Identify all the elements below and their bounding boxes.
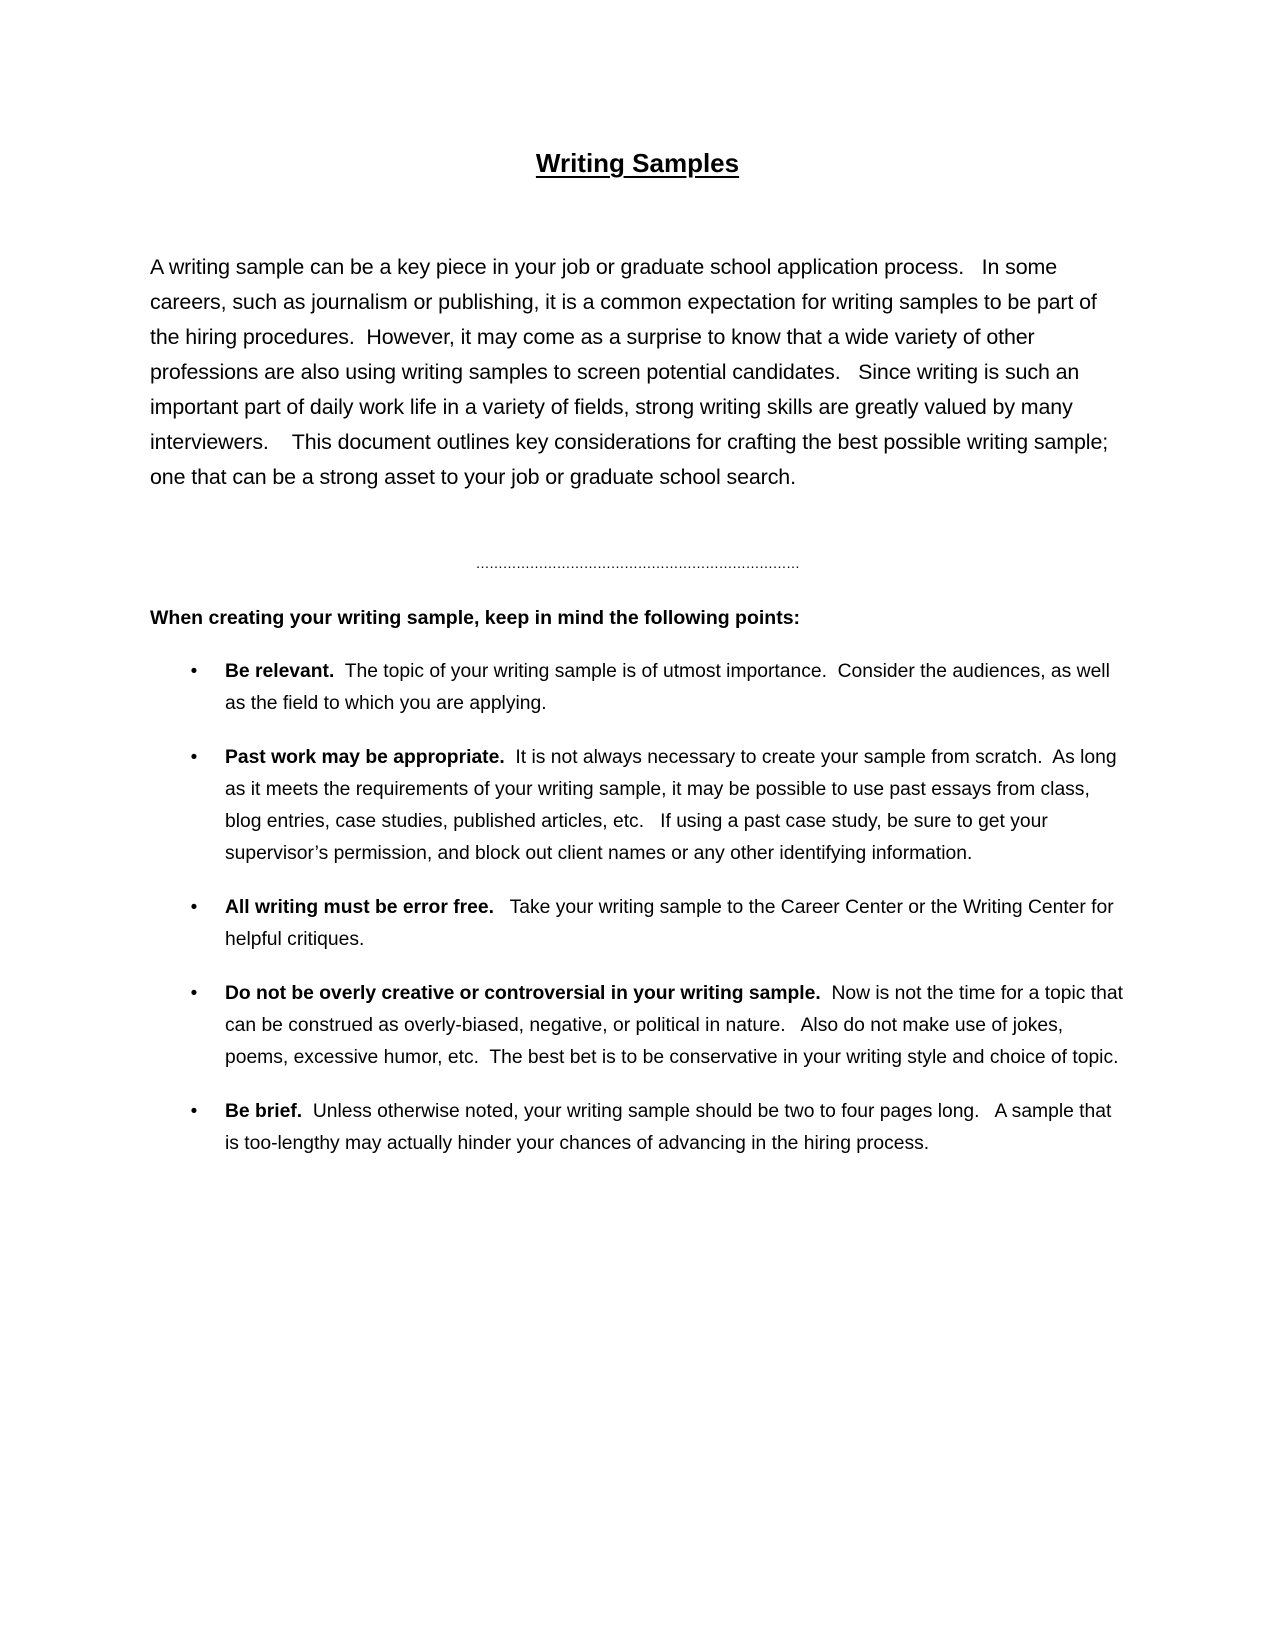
bullet-icon: • (190, 661, 198, 682)
point-text: The topic of your writing sample is of utmost importance. Consider the audiences, as well as the field to which you are applying. (225, 661, 1116, 714)
list-item (150, 892, 1125, 956)
point-lead: Be brief. (225, 1101, 303, 1122)
list-item (150, 742, 1125, 870)
list-item (150, 656, 1125, 720)
bullet-icon: • (190, 1101, 198, 1122)
point-lead: Be relevant. (225, 661, 335, 682)
point-text: Take your writing sample to the Career Center or the Writing Center for helpful critiques. (225, 897, 1120, 950)
point-text: Now is not the time for a topic that can be construed as overly-biased, negative, or political in nature. Also do not make use of jokes, poems, excessive humor, etc. The best bet is to be conservative in your writing style and choice of topic. (225, 983, 1129, 1068)
points-heading: When creating your writing sample, keep in mind the following points: (150, 607, 801, 629)
bullet-icon: • (190, 897, 198, 918)
points-list (150, 656, 1129, 1182)
point-lead: Past work may be appropriate. (225, 747, 505, 768)
list-item (150, 978, 1129, 1074)
point-text: Unless otherwise noted, your writing sample should be two to four pages long. A sample that is too-lengthy may actually hinder your chances of advancing in the hiring process. (225, 1101, 1117, 1154)
point-lead: All writing must be error free. (225, 897, 494, 918)
point-lead: Do not be overly creative or controversial in your writing sample. (225, 983, 821, 1004)
dotted-separator: ……………………………………………………………… (475, 555, 800, 571)
bullet-icon: • (190, 747, 198, 768)
point-text: It is not always necessary to create your sample from scratch. As long as it meets the requirements of your writing sample, it may be possible to use past essays from class, blog entries, case studies, published articles, etc. If using a past case study, be sure to get your supervisor’s permission, and block out client names or any other identifying information. (225, 747, 1122, 864)
list-item (150, 1096, 1125, 1160)
bullet-icon: • (190, 983, 198, 1004)
intro-paragraph: A writing sample can be a key piece in your job or graduate school application process. In some careers, such as journalism or publishing, it is a common expectation for writing samples to be part of the hiring procedures. However, it may come as a surprise to know that a wide variety of other professions are also using writing samples to screen potential candidates. Since writing is such an important part of daily work life in a variety of fields, strong writing skills are greatly valued by many interviewers. This document outlines key considerations for crafting the best possible writing sample; one that can be a strong asset to your job or graduate school search. (150, 255, 1114, 489)
page-title: Writing Samples (535, 148, 740, 178)
